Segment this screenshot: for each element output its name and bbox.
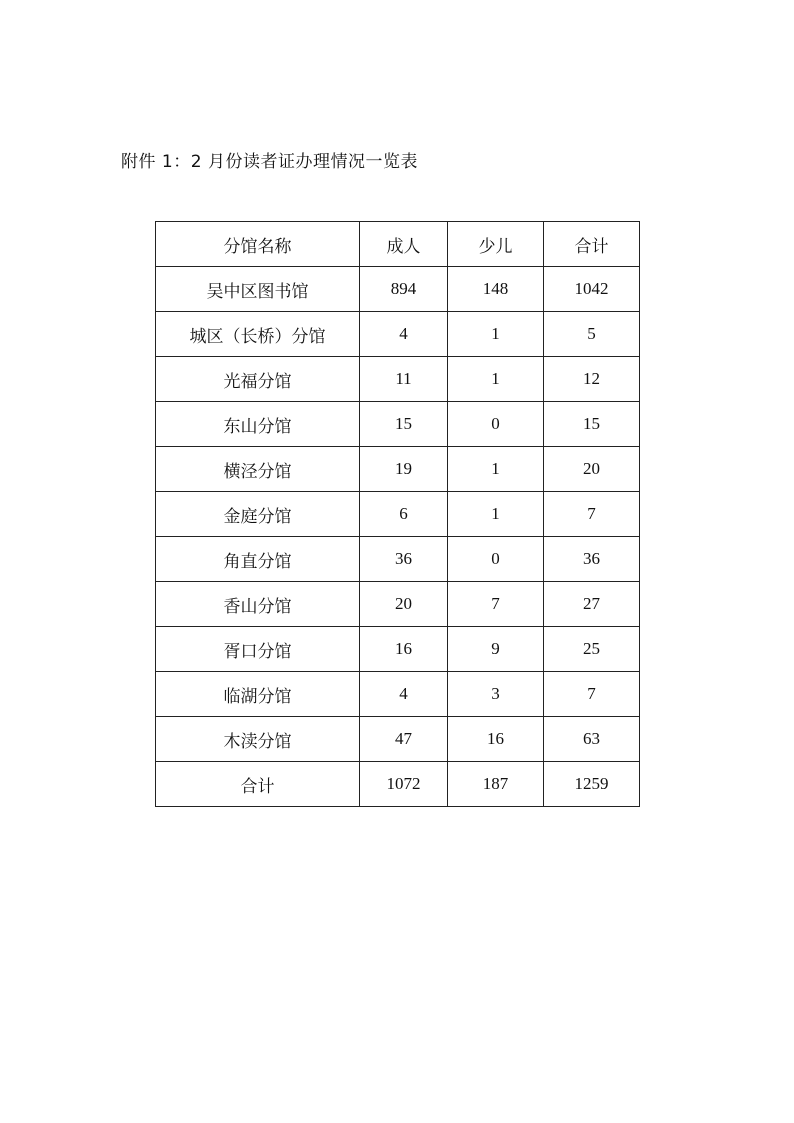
adult-count-cell: 4 — [360, 312, 448, 357]
summary-child-cell: 187 — [448, 762, 544, 807]
header-branch-name: 分馆名称 — [156, 222, 360, 267]
child-count-cell: 1 — [448, 447, 544, 492]
adult-count-cell: 16 — [360, 627, 448, 672]
document-title: 附件 1：2 月份读者证办理情况一览表 — [121, 152, 418, 172]
total-count-cell: 25 — [544, 627, 640, 672]
child-count-cell: 1 — [448, 312, 544, 357]
table-summary-row — [156, 762, 640, 807]
adult-count-cell: 47 — [360, 717, 448, 762]
total-count-cell: 27 — [544, 582, 640, 627]
total-count-cell: 63 — [544, 717, 640, 762]
table-row — [156, 492, 640, 537]
table-row — [156, 447, 640, 492]
branch-name-cell: 光福分馆 — [156, 357, 360, 402]
child-count-cell: 16 — [448, 717, 544, 762]
table-row — [156, 402, 640, 447]
header-adult: 成人 — [360, 222, 448, 267]
child-count-cell: 7 — [448, 582, 544, 627]
summary-adult-cell: 1072 — [360, 762, 448, 807]
branch-name-cell: 胥口分馆 — [156, 627, 360, 672]
total-count-cell: 7 — [544, 672, 640, 717]
branch-name-cell: 角直分馆 — [156, 537, 360, 582]
adult-count-cell: 15 — [360, 402, 448, 447]
adult-count-cell: 894 — [360, 267, 448, 312]
adult-count-cell: 36 — [360, 537, 448, 582]
child-count-cell: 1 — [448, 492, 544, 537]
header-total: 合计 — [544, 222, 640, 267]
total-count-cell: 7 — [544, 492, 640, 537]
reader-card-table — [155, 221, 640, 807]
branch-name-cell: 临湖分馆 — [156, 672, 360, 717]
child-count-cell: 0 — [448, 537, 544, 582]
table-row — [156, 267, 640, 312]
total-count-cell: 5 — [544, 312, 640, 357]
table-row — [156, 537, 640, 582]
child-count-cell: 1 — [448, 357, 544, 402]
child-count-cell: 3 — [448, 672, 544, 717]
child-count-cell: 148 — [448, 267, 544, 312]
table-row — [156, 357, 640, 402]
adult-count-cell: 19 — [360, 447, 448, 492]
adult-count-cell: 20 — [360, 582, 448, 627]
header-child: 少儿 — [448, 222, 544, 267]
branch-name-cell: 香山分馆 — [156, 582, 360, 627]
table-row — [156, 627, 640, 672]
child-count-cell: 9 — [448, 627, 544, 672]
branch-name-cell: 城区（长桥）分馆 — [156, 312, 360, 357]
branch-name-cell: 东山分馆 — [156, 402, 360, 447]
branch-name-cell: 木渎分馆 — [156, 717, 360, 762]
table-row — [156, 717, 640, 762]
table-row — [156, 312, 640, 357]
branch-name-cell: 吴中区图书馆 — [156, 267, 360, 312]
adult-count-cell: 11 — [360, 357, 448, 402]
branch-name-cell: 金庭分馆 — [156, 492, 360, 537]
table-row — [156, 582, 640, 627]
total-count-cell: 15 — [544, 402, 640, 447]
total-count-cell: 20 — [544, 447, 640, 492]
summary-label-cell: 合计 — [156, 762, 360, 807]
total-count-cell: 36 — [544, 537, 640, 582]
summary-total-cell: 1259 — [544, 762, 640, 807]
adult-count-cell: 6 — [360, 492, 448, 537]
branch-name-cell: 横泾分馆 — [156, 447, 360, 492]
adult-count-cell: 4 — [360, 672, 448, 717]
table-row — [156, 672, 640, 717]
total-count-cell: 12 — [544, 357, 640, 402]
child-count-cell: 0 — [448, 402, 544, 447]
table-header-row — [156, 222, 640, 267]
total-count-cell: 1042 — [544, 267, 640, 312]
